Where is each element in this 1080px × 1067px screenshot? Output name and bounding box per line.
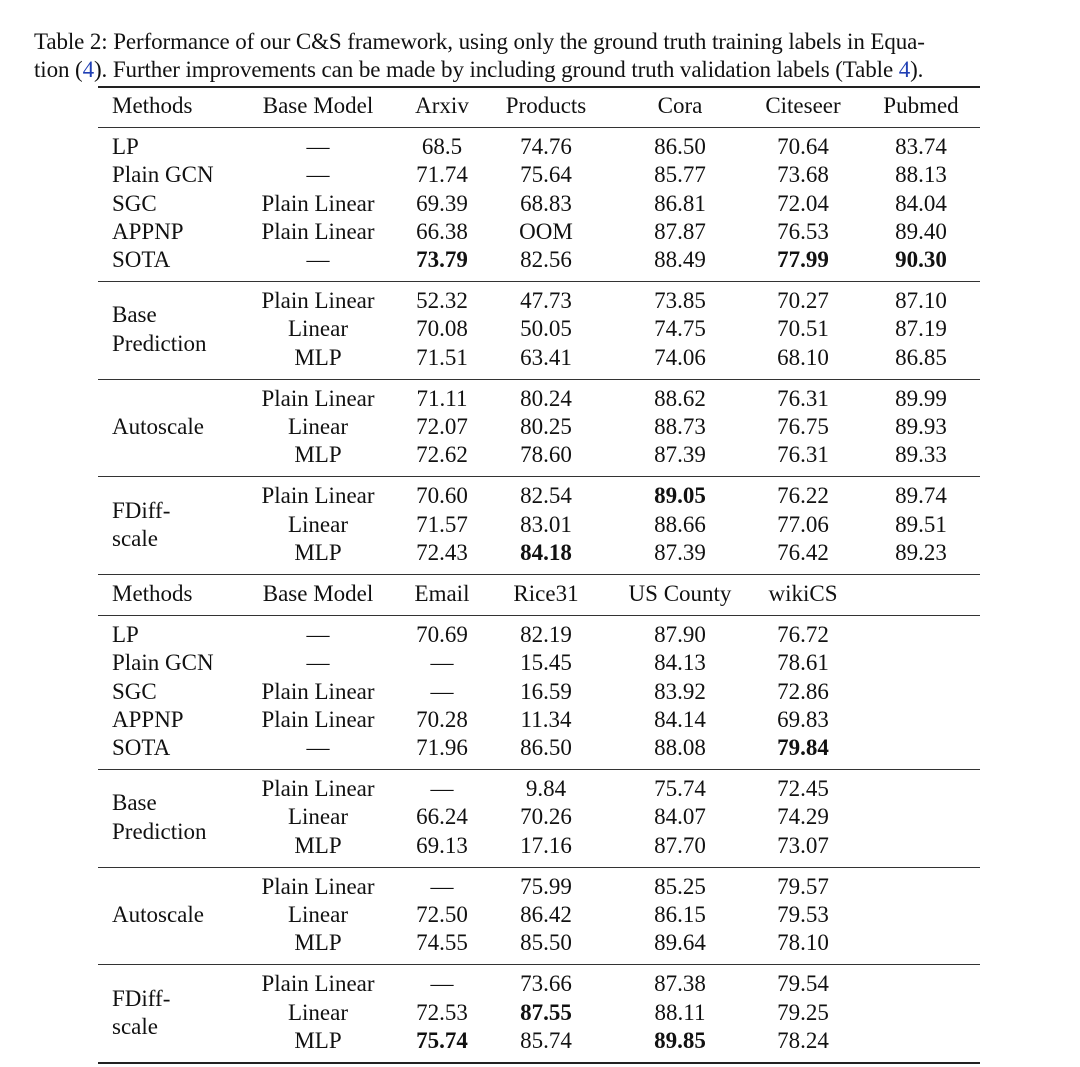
score-cell: 72.45 <box>777 776 829 802</box>
base-model: Linear <box>287 316 348 342</box>
score-cell: 70.60 <box>416 483 468 509</box>
column-header: Rice31 <box>513 581 579 606</box>
score-cell: 89.64 <box>654 930 706 956</box>
score-cell: 72.04 <box>777 190 829 216</box>
base-model: MLP <box>294 539 342 565</box>
header-rule <box>98 127 980 128</box>
column-header: Base Model <box>262 93 374 118</box>
score-cell: 87.19 <box>895 316 947 342</box>
column-header: Arxiv <box>415 93 469 118</box>
score-cell: 90.30 <box>895 247 947 272</box>
score-cell: 87.55 <box>520 999 572 1025</box>
group-label: Base <box>112 302 157 328</box>
score-cell: 68.83 <box>520 190 572 216</box>
score-cell: 87.87 <box>654 218 706 244</box>
score-cell: 88.62 <box>654 385 706 411</box>
column-header: Cora <box>657 93 703 118</box>
score-cell: 84.14 <box>654 706 706 732</box>
score-cell: 87.39 <box>654 539 706 565</box>
score-cell: — <box>430 776 454 802</box>
score-cell: 85.77 <box>654 162 706 188</box>
group-label: FDiff- <box>112 985 171 1011</box>
base-model: MLP <box>294 344 342 370</box>
bottom-rule <box>98 1062 980 1064</box>
score-cell: 89.33 <box>895 442 947 468</box>
score-cell: 79.57 <box>777 873 829 899</box>
score-cell: 86.15 <box>654 902 706 927</box>
score-cell: 70.26 <box>520 804 572 830</box>
column-header: Base Model <box>262 581 374 606</box>
method-name: APPNP <box>112 218 184 244</box>
base-model: Plain Linear <box>261 190 375 216</box>
score-cell: 68.5 <box>421 134 463 160</box>
base-model: Plain Linear <box>261 218 375 244</box>
method-name: SOTA <box>112 735 171 760</box>
score-cell: 78.24 <box>777 1027 829 1053</box>
caption-text-2: tion ( <box>34 57 83 82</box>
caption-text-1: Table 2: Performance of our C&S framework, using only the ground truth training labels in Equa- <box>34 29 925 54</box>
score-cell: 73.85 <box>654 288 706 314</box>
score-cell: 76.53 <box>777 218 829 244</box>
column-header: Methods <box>112 581 193 606</box>
score-cell: 76.72 <box>777 622 829 648</box>
caption-text-4: ). <box>910 57 924 82</box>
score-cell: 89.74 <box>895 483 947 509</box>
score-cell: 87.10 <box>895 288 947 314</box>
score-cell: 89.85 <box>654 1027 706 1053</box>
score-cell: 79.53 <box>777 902 829 927</box>
base-model: Plain Linear <box>261 873 375 899</box>
score-cell: 70.64 <box>777 134 829 160</box>
column-header: Products <box>505 93 587 118</box>
method-name: LP <box>112 622 139 648</box>
score-cell: 69.39 <box>416 190 468 216</box>
method-name: Plain GCN <box>112 650 214 676</box>
score-cell: 70.08 <box>416 316 468 342</box>
column-header: wikiCS <box>768 581 838 606</box>
score-cell: 76.31 <box>777 385 829 411</box>
score-cell: — <box>430 873 454 899</box>
score-cell: 83.74 <box>895 134 947 160</box>
base-model: Linear <box>287 414 348 439</box>
score-cell: 79.25 <box>777 999 829 1025</box>
base-model: MLP <box>294 1027 342 1053</box>
score-cell: 73.66 <box>520 971 572 997</box>
score-cell: 74.06 <box>654 344 706 370</box>
score-cell: 88.49 <box>654 247 706 272</box>
score-cell: 70.51 <box>777 316 829 342</box>
score-cell: 84.07 <box>654 804 706 830</box>
group-label: scale <box>112 525 158 551</box>
score-cell: 84.18 <box>520 539 572 565</box>
base-model: Plain Linear <box>261 385 375 411</box>
base-model: Plain Linear <box>261 678 375 704</box>
score-cell: 80.24 <box>520 385 572 411</box>
column-header: Pubmed <box>883 93 959 118</box>
score-cell: 83.92 <box>654 678 706 704</box>
base-model: MLP <box>294 930 342 956</box>
group-rule <box>98 476 980 477</box>
score-cell: 75.74 <box>654 776 706 802</box>
score-cell: 86.50 <box>654 134 706 160</box>
score-cell: 89.51 <box>895 511 947 537</box>
group-label: Autoscale <box>112 414 204 439</box>
score-cell: 80.25 <box>520 414 572 439</box>
score-cell: 84.04 <box>895 190 947 216</box>
score-cell: 72.53 <box>416 999 468 1025</box>
equation-reference-link[interactable]: 4 <box>82 57 94 82</box>
header-rule <box>98 615 980 616</box>
score-cell: 86.81 <box>654 190 706 216</box>
group-rule <box>98 964 980 965</box>
group-rule <box>98 769 980 770</box>
method-name: Plain GCN <box>112 162 214 188</box>
score-cell: 85.74 <box>520 1027 572 1053</box>
top-rule <box>98 86 980 88</box>
score-cell: 52.32 <box>416 288 468 314</box>
base-model: — <box>306 162 330 188</box>
score-cell: 66.38 <box>416 218 468 244</box>
score-cell: 82.56 <box>520 247 572 272</box>
group-label: Autoscale <box>112 902 204 927</box>
score-cell: 15.45 <box>520 650 572 676</box>
score-cell: 72.86 <box>777 678 829 704</box>
score-cell: 70.27 <box>777 288 829 314</box>
score-cell: 86.50 <box>520 735 572 760</box>
score-cell: 50.05 <box>520 316 572 342</box>
score-cell: 84.13 <box>654 650 706 676</box>
score-cell: 77.99 <box>777 247 829 272</box>
base-model: — <box>306 735 330 760</box>
score-cell: 68.10 <box>777 344 829 370</box>
score-cell: 89.05 <box>654 483 706 509</box>
score-cell: — <box>430 971 454 997</box>
method-name: LP <box>112 134 139 160</box>
score-cell: 75.99 <box>520 873 572 899</box>
score-cell: 87.38 <box>654 971 706 997</box>
base-model: — <box>306 134 330 160</box>
base-model: Linear <box>287 804 348 830</box>
group-label: FDiff- <box>112 497 171 523</box>
score-cell: 88.66 <box>654 511 706 537</box>
score-cell: 89.99 <box>895 385 947 411</box>
method-name: SGC <box>112 190 157 216</box>
base-model: Linear <box>287 999 348 1025</box>
score-cell: 79.54 <box>777 971 829 997</box>
score-cell: 87.70 <box>654 832 706 858</box>
group-label: Prediction <box>112 330 207 356</box>
group-label: scale <box>112 1013 158 1039</box>
method-name: SGC <box>112 678 157 704</box>
score-cell: 76.75 <box>777 414 829 439</box>
score-cell: 88.08 <box>654 735 706 760</box>
score-cell: 88.11 <box>654 999 706 1025</box>
score-cell: 88.73 <box>654 414 706 439</box>
base-model: Linear <box>287 902 348 927</box>
score-cell: 72.62 <box>416 442 468 468</box>
score-cell: 79.84 <box>777 735 829 760</box>
score-cell: 47.73 <box>520 288 572 314</box>
method-name: SOTA <box>112 247 171 272</box>
score-cell: 16.59 <box>520 678 572 704</box>
score-cell: 74.29 <box>777 804 829 830</box>
score-cell: 76.31 <box>777 442 829 468</box>
group-rule <box>98 379 980 380</box>
score-cell: 71.51 <box>416 344 468 370</box>
score-cell: 85.25 <box>654 873 706 899</box>
method-name: APPNP <box>112 706 184 732</box>
base-model: Plain Linear <box>261 971 375 997</box>
base-model: Plain Linear <box>261 288 375 314</box>
score-cell: 76.22 <box>777 483 829 509</box>
score-cell: 89.40 <box>895 218 947 244</box>
score-cell: 66.24 <box>416 804 468 830</box>
group-rule <box>98 281 980 282</box>
score-cell: 89.23 <box>895 539 947 565</box>
column-header: US County <box>628 581 732 606</box>
score-cell: 78.10 <box>777 930 829 956</box>
score-cell: 73.79 <box>416 247 468 272</box>
score-cell: 17.16 <box>520 832 572 858</box>
group-rule <box>98 574 980 575</box>
score-cell: 77.06 <box>777 511 829 537</box>
score-cell: 76.42 <box>777 539 829 565</box>
score-cell: 74.76 <box>520 134 572 160</box>
score-cell: 88.13 <box>895 162 947 188</box>
score-cell: 87.90 <box>654 622 706 648</box>
score-cell: 78.61 <box>777 650 829 676</box>
base-model: — <box>306 622 330 648</box>
score-cell: 82.19 <box>520 622 572 648</box>
score-cell: 70.69 <box>416 622 468 648</box>
base-model: Plain Linear <box>261 706 375 732</box>
group-label: Prediction <box>112 818 207 844</box>
base-model: — <box>306 650 330 676</box>
base-model: Plain Linear <box>261 483 375 509</box>
score-cell: 70.28 <box>416 706 468 732</box>
score-cell: 78.60 <box>520 442 572 468</box>
score-cell: 73.07 <box>777 832 829 858</box>
score-cell: 74.75 <box>654 316 706 342</box>
score-cell: 86.85 <box>895 344 947 370</box>
caption-text-3: ). Further improvements can be made by including ground truth validation labels (Table <box>94 57 899 82</box>
score-cell: 69.13 <box>416 832 468 858</box>
score-cell: 73.68 <box>777 162 829 188</box>
score-cell: 72.07 <box>416 414 468 439</box>
score-cell: 69.83 <box>777 706 829 732</box>
table-caption <box>34 28 1054 84</box>
base-model: Linear <box>287 511 348 537</box>
score-cell: OOM <box>519 218 573 244</box>
score-cell: 75.64 <box>520 162 572 188</box>
column-header: Methods <box>112 93 193 118</box>
column-header: Email <box>414 581 470 606</box>
base-model: — <box>306 247 330 272</box>
group-label: Base <box>112 790 157 816</box>
score-cell: 72.50 <box>416 902 468 927</box>
score-cell: — <box>430 678 454 704</box>
score-cell: 63.41 <box>520 344 572 370</box>
score-cell: 11.34 <box>520 706 572 732</box>
score-cell: 82.54 <box>520 483 572 509</box>
score-cell: 71.74 <box>416 162 468 188</box>
score-cell: 89.93 <box>895 414 947 439</box>
base-model: MLP <box>294 442 342 468</box>
score-cell: 85.50 <box>520 930 572 956</box>
score-cell: — <box>430 650 454 676</box>
score-cell: 75.74 <box>416 1027 468 1053</box>
table-reference-link[interactable]: 4 <box>898 57 911 82</box>
score-cell: 9.84 <box>525 776 567 802</box>
group-rule <box>98 867 980 868</box>
score-cell: 71.57 <box>416 511 468 537</box>
score-cell: 83.01 <box>520 511 572 537</box>
base-model: Plain Linear <box>261 776 375 802</box>
base-model: MLP <box>294 832 342 858</box>
score-cell: 74.55 <box>416 930 468 956</box>
column-header: Citeseer <box>765 93 841 118</box>
score-cell: 87.39 <box>654 442 706 468</box>
score-cell: 86.42 <box>520 902 572 927</box>
score-cell: 71.96 <box>416 735 468 760</box>
score-cell: 72.43 <box>416 539 468 565</box>
score-cell: 71.11 <box>416 385 468 411</box>
